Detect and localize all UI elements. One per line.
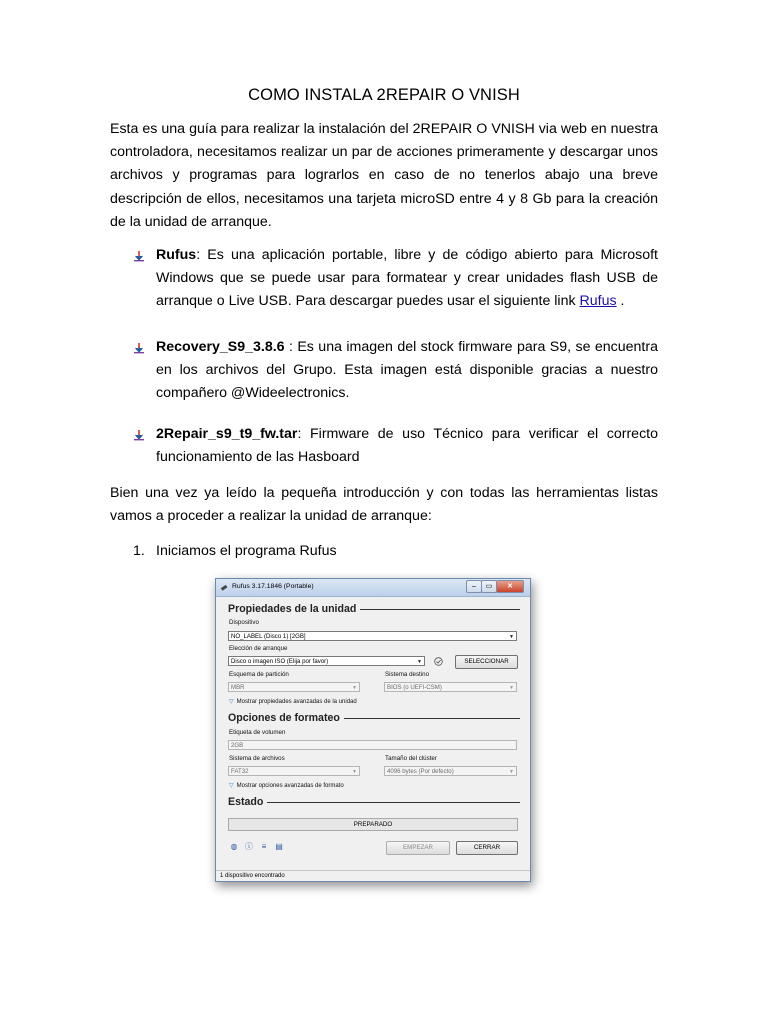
- chevron-down-icon: ▽: [229, 783, 234, 789]
- settings-icon[interactable]: ≡: [261, 842, 267, 851]
- bullet-term: Recovery_S9_3.8.6: [156, 339, 285, 355]
- file-system-select[interactable]: FAT32 ▼: [228, 766, 360, 776]
- globe-icon[interactable]: ◍: [230, 842, 238, 851]
- bullet-text: : Es una imagen del stock firmware para S9, se encuentra en los archivos del Grupo. Esta imagen está disponible gracias a nuestro compañero @Wideelectronics.: [156, 339, 658, 402]
- rufus-link[interactable]: Rufus: [579, 293, 617, 310]
- status-header: Estado: [228, 796, 520, 808]
- target-system-select[interactable]: BIOS (o UEFI-CSM) ▼: [384, 682, 517, 692]
- status-bar: 1 dispositivo encontrado: [216, 870, 530, 881]
- window-title: Rufus 3.17.1846 (Portable): [232, 583, 314, 590]
- file-system-label: Sistema de archivos: [229, 755, 285, 762]
- drive-properties-header: Propiedades de la unidad: [228, 603, 520, 615]
- verify-check-icon[interactable]: [434, 657, 443, 666]
- outro-paragraph: Bien una vez ya leído la pequeña introducción y con todas las herramientas listas vamos a proceder a realizar la unidad de arranque:: [110, 485, 658, 525]
- close-button[interactable]: CERRAR: [456, 841, 518, 855]
- info-icon[interactable]: ⓘ: [245, 842, 253, 851]
- step-number: 1.: [133, 543, 145, 559]
- format-options-header: Opciones de formateo: [228, 712, 520, 724]
- step-item: [133, 540, 337, 563]
- page-title: COMO INSTALA 2REPAIR O VNISH: [248, 86, 520, 104]
- bullet-term: Rufus: [156, 247, 197, 263]
- bullet-item-recovery: [156, 336, 658, 406]
- bullet-text-after: .: [616, 293, 625, 310]
- start-button[interactable]: EMPEZAR: [386, 841, 450, 855]
- toolbar-icons: [229, 842, 284, 852]
- bullet-term: 2Repair_s9_t9_fw.tar: [156, 426, 298, 442]
- advanced-drive-toggle[interactable]: ▽ Mostrar propiedades avanzadas de la unidad: [229, 699, 357, 705]
- close-window-button[interactable]: ✕: [496, 580, 524, 593]
- minimize-button[interactable]: –: [466, 580, 482, 593]
- rufus-window: [215, 578, 531, 882]
- partition-scheme-select[interactable]: MBR ▼: [228, 682, 360, 692]
- window-titlebar: [216, 579, 530, 597]
- bullet-text: : Es una aplicación portable, libre y de código abierto para Microsoft Windows que se puede usar para formatear y crear unidades flash USB de arranque o Live USB. Para descargar puedes usar el siguiente link: [156, 247, 658, 310]
- select-button[interactable]: SELECCIONAR: [455, 655, 518, 669]
- chevron-down-icon: ▼: [509, 769, 514, 775]
- bullet-item-2repair: [156, 423, 658, 469]
- device-label: Dispositivo: [229, 619, 259, 626]
- chevron-down-icon: ▼: [417, 659, 422, 665]
- bullet-marker-icon: [133, 429, 145, 441]
- bullet-text: : Firmware de uso Técnico para verificar el correcto funcionamiento de las Hasboard: [156, 426, 658, 466]
- usb-icon: [220, 583, 229, 592]
- step-text: Iniciamos el programa Rufus: [156, 543, 337, 559]
- bullet-item-rufus: [156, 244, 658, 314]
- boot-selection-label: Elección de arranque: [229, 645, 288, 652]
- chevron-down-icon: ▼: [509, 634, 514, 640]
- target-system-label: Sistema destino: [385, 671, 430, 678]
- volume-label-input[interactable]: 2GB: [228, 740, 517, 750]
- chevron-down-icon: ▼: [352, 685, 357, 691]
- boot-select[interactable]: Disco o imagen ISO (Elija por favor) ▼: [228, 656, 425, 666]
- intro-paragraph: Esta es una guía para realizar la instalación del 2REPAIR O VNISH via web en nuestra controladora, necesitamos realizar un par de acciones primeramente y descargar unos archivos y programas para lograrlos en caso de no tenerlos abajo una breve descripción de ellos, necesitamos una tarjeta microSD entre 4 y 8 Gb para la creación de la unidad de arranque.: [110, 121, 658, 230]
- cluster-size-select[interactable]: 4096 bytes (Por defecto) ▼: [384, 766, 517, 776]
- partition-scheme-label: Esquema de partición: [229, 671, 289, 678]
- status-progress-bar: PREPARADO: [228, 818, 518, 831]
- chevron-down-icon: ▼: [352, 769, 357, 775]
- chevron-down-icon: ▽: [229, 699, 234, 705]
- bullet-marker-icon: [133, 342, 145, 354]
- bullet-marker-icon: [133, 250, 145, 262]
- chevron-down-icon: ▼: [509, 685, 514, 691]
- log-icon[interactable]: ▤: [275, 842, 283, 851]
- maximize-button[interactable]: ▭: [481, 580, 497, 593]
- advanced-format-toggle[interactable]: ▽ Mostrar opciones avanzadas de formato: [229, 783, 344, 789]
- device-select[interactable]: NO_LABEL (Disco 1) [2GB] ▼: [228, 631, 517, 641]
- volume-label-label: Etiqueta de volumen: [229, 729, 286, 736]
- cluster-size-label: Tamaño del clúster: [385, 755, 437, 762]
